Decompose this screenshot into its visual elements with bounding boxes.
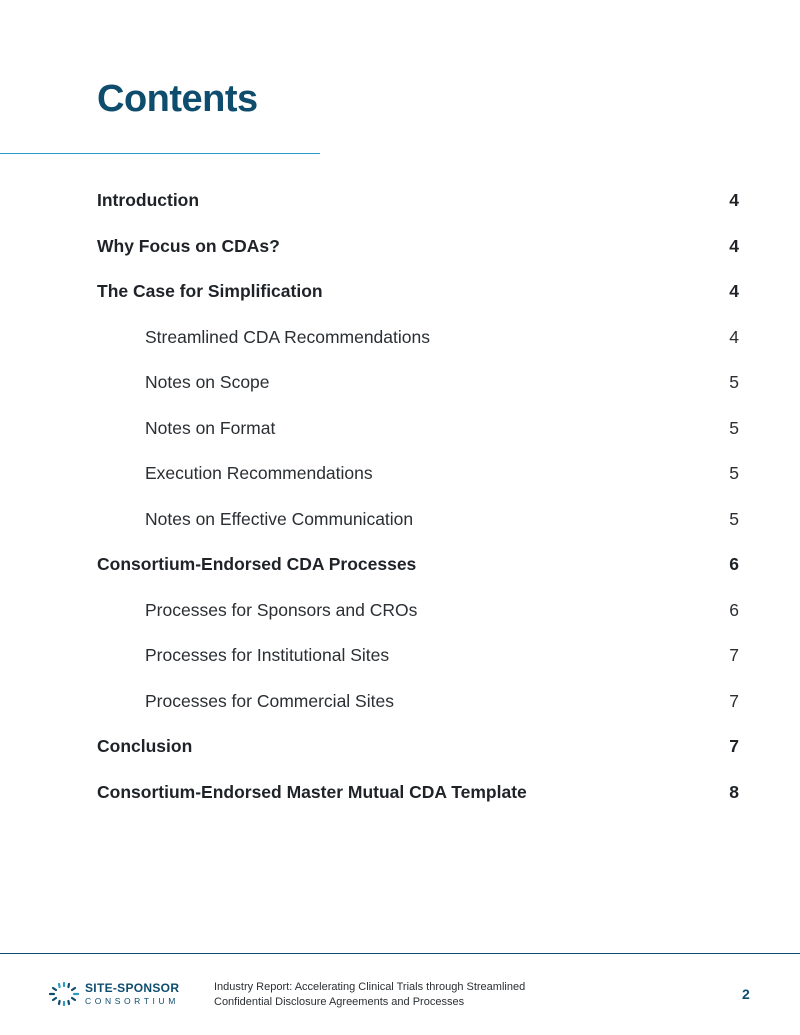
toc-entry-label: Notes on Format [145,417,276,438]
toc-entry-label: Introduction [97,190,200,211]
toc-entry-page: 8 [729,781,739,802]
table-of-contents [97,178,739,815]
toc-entry-page: 5 [729,463,739,484]
toc-entry-label: Processes for Commercial Sites [145,690,394,711]
toc-entry[interactable] [97,542,739,588]
toc-entry[interactable] [97,451,739,497]
toc-entry-label: Notes on Effective Communication [145,508,414,529]
toc-entry-page: 4 [729,281,739,302]
toc-entry-page: 5 [729,508,739,529]
toc-entry-label: Consortium-Endorsed Master Mutual CDA Template [97,781,527,802]
toc-entry[interactable] [97,679,739,725]
toc-entry[interactable] [97,770,739,816]
logo-subname: CONSORTIUM [85,996,179,1006]
toc-entry-label: Streamlined CDA Recommendations [145,326,430,347]
report-title [214,980,554,1009]
toc-entry-label: The Case for Simplification [97,281,323,302]
toc-entry[interactable] [97,497,739,543]
report-title-line: Industry Report: Accelerating Clinical Trials through Streamlined [214,981,526,993]
toc-entry[interactable] [97,406,739,452]
page-title: Contents [97,78,258,120]
toc-entry-page: 5 [729,372,739,393]
toc-entry-page: 6 [729,554,739,575]
logo-name: SITE-SPONSOR [85,981,180,995]
toc-entry[interactable] [97,724,739,770]
toc-entry-page: 4 [729,235,739,256]
toc-entry-page: 5 [729,417,739,438]
toc-entry-label: Why Focus on CDAs? [97,235,280,256]
page-number: 2 [742,986,750,1002]
toc-entry-page: 7 [729,736,739,757]
toc-entry[interactable] [97,269,739,315]
toc-entry[interactable] [97,224,739,270]
toc-entry[interactable] [97,315,739,361]
toc-entry-page: 7 [729,645,739,666]
consortium-logo [47,981,179,1007]
report-title-line: Confidential Disclosure Agreements and Processes [214,995,465,1008]
toc-entry-page: 4 [729,326,739,347]
toc-entry-label: Conclusion [97,736,193,757]
starburst-logo-icon [47,981,81,1007]
toc-entry[interactable] [97,360,739,406]
toc-entry-page: 7 [729,690,739,711]
toc-entry-label: Execution Recommendations [145,463,373,484]
toc-entry[interactable] [97,633,739,679]
toc-entry[interactable] [97,588,739,634]
toc-entry-page: 4 [729,190,739,211]
toc-entry-label: Processes for Institutional Sites [145,645,390,666]
footer-divider [0,953,800,954]
toc-entry-label: Consortium-Endorsed CDA Processes [97,554,417,575]
title-divider [0,153,320,154]
toc-entry-label: Processes for Sponsors and CROs [145,599,418,620]
toc-entry[interactable] [97,178,739,224]
toc-entry-page: 6 [729,599,739,620]
toc-entry-label: Notes on Scope [145,372,270,393]
